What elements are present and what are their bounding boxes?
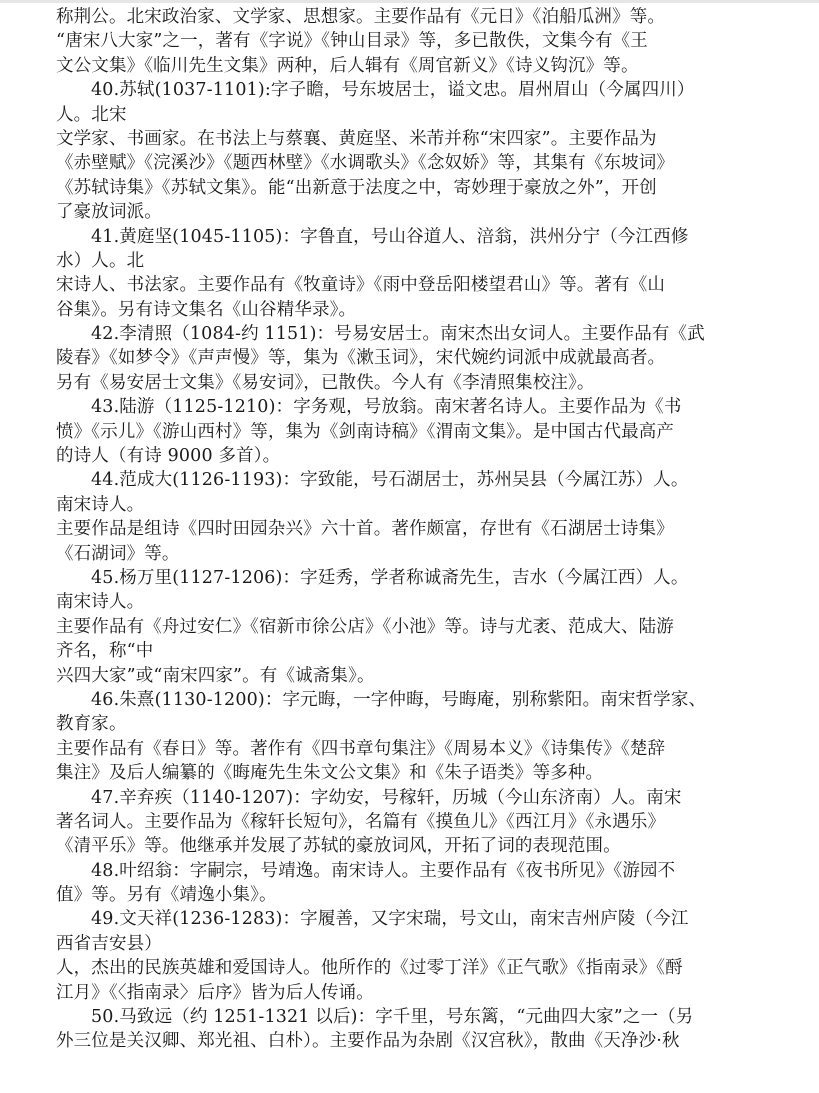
text-line: 集注》及后人编纂的《晦庵先生朱文公文集》和《朱子语类》等多种。 — [56, 763, 604, 784]
text-line: 谷集》。另有诗文集名《山谷精华录》。 — [56, 299, 357, 320]
text-line: 陵春》《如梦令》《声声慢》等，集为《漱玉词》，宋代婉约词派中成就最高者。 — [56, 348, 666, 369]
text-line: 《赤壁赋》《浣溪沙》《题西林壁》《水调歌头》《念奴娇》等，其集有《东坡词》 — [56, 153, 675, 174]
text-line: 主要作品有《春日》等。著作有《四书章句集注》《周易本义》《诗集传》《楚辞 — [56, 738, 666, 759]
text-line: 《清平乐》等。他继承并发展了苏轼的豪放词风，开拓了词的表现范围。 — [56, 836, 621, 857]
text-line: 主要作品是组诗《四时田园杂兴》六十首。著作颇富，存世有《石湖居士诗集》 — [56, 519, 674, 540]
top-edge-divider — [0, 0, 819, 3]
text-line: 水）人。北 — [56, 250, 145, 271]
text-line: 文学家、书画家。在书法上与蔡襄、黄庭坚、米芾并称“宋四家”。主要作品为 — [56, 128, 657, 149]
text-line: 愤》《示儿》《游山西村》等，集为《剑南诗稿》《渭南文集》。是中国古代最高产 — [56, 421, 675, 442]
entry-first-line: 42.李清照（1084-约 1151)：号易安居士。南宋杰出女词人。主要作品有《武 — [91, 324, 705, 345]
text-line: 了豪放词派。 — [56, 202, 162, 223]
text-line: 齐名，称“中 — [56, 641, 154, 662]
entry-first-line: 45.杨万里(1127-1206)：字廷秀，学者称诚斋先生，吉水（今属江西）人。 — [91, 567, 689, 588]
entry-first-line: 43.陆游（1125-1210)：字务观，号放翁。南宋著名诗人。主要作品为《书 — [91, 397, 682, 418]
entry-first-line: 44.范成大(1126-1193)：字致能，号石湖居士，苏州吴县（今属江苏）人。 — [91, 470, 689, 491]
text-line: 称荆公。北宋政治家、文学家、思想家。主要作品有《元日》《泊船瓜洲》等。 — [56, 7, 665, 27]
entry-first-line: 41.黄庭坚(1045-1105)：字鲁直，号山谷道人、涪翁，洪州分宁（今江西修 — [91, 226, 689, 247]
text-line: 兴四大家”或“南宋四家”。有《诚斋集》。 — [56, 665, 375, 686]
entry-first-line: 47.辛弃疾（1140-1207)：字幼安，号稼轩，历城（今山东济南）人。南宋 — [91, 787, 682, 808]
text-line: 南宋诗人。 — [56, 592, 145, 613]
text-line: 江月》《〈指南录〉后序》皆为后人传诵。 — [56, 982, 374, 1003]
entry-first-line: 48.叶绍翁：字嗣宗，号靖逸。南宋诗人。主要作品有《夜书所见》《游园不 — [91, 860, 676, 881]
entry-first-line: 46.朱熹(1130-1200)：字元晦，一字仲晦，号晦庵，别称紫阳。南宋哲学家、 — [91, 689, 707, 710]
text-line: 《石湖词》等。 — [56, 543, 180, 564]
text-line: 宋诗人、书法家。主要作品有《牧童诗》《雨中登岳阳楼望君山》等。著有《山 — [56, 275, 665, 296]
entry-first-line: 50.马致远（约 1251-1321 以后)：字千里，号东篱，“元曲四大家”之一（另 — [91, 1007, 694, 1028]
text-line: 人。北宋 — [56, 104, 127, 125]
text-line: 教育家。 — [56, 714, 127, 735]
text-line: 另有《易安居士文集》《易安词》，已散佚。今人有《李清照集校注》。 — [56, 372, 595, 393]
text-line: 《苏轼诗集》《苏轼文集》。能“出新意于法度之中，寄妙理于豪放之外”，开创 — [56, 177, 657, 198]
text-line: 人，杰出的民族英雄和爱国诗人。他所作的《过零丁洋》《正气歌》《指南录》《酹 — [56, 958, 683, 979]
text-line: 主要作品有《舟过安仁》《宿新市徐公店》《小池》等。诗与尤袤、范成大、陆游 — [56, 616, 674, 637]
text-line: 南宋诗人。 — [56, 494, 145, 515]
entry-first-line: 49.文天祥(1236-1283)：字履善，又字宋瑞，号文山，南宋吉州庐陵（今江 — [91, 909, 689, 930]
text-line: 著名词人。主要作品为《稼轩长短句》，名篇有《摸鱼儿》《西江月》《永遇乐》 — [56, 811, 666, 832]
text-line: 文公文集》《临川先生文集》两种，后人辑有《周官新义》《诗义钩沉》等。 — [56, 55, 639, 76]
document-body — [56, 5, 776, 1054]
text-line: 值》等。另有《靖逸小集》。 — [56, 885, 277, 906]
entry-first-line: 40.苏轼(1037-1101):字子瞻，号东坡居士，谥文忠。眉州眉山（今属四川） — [91, 80, 695, 101]
text-line: 的诗人（有诗 9000 多首）。 — [56, 446, 281, 467]
text-line: 西省吉安县） — [56, 933, 162, 954]
text-line: 外三位是关汉卿、郑光祖、白朴）。主要作品为杂剧《汉宫秋》，散曲《天净沙·秋 — [56, 1031, 680, 1052]
text-line: “唐宋八大家”之一，著有《字说》《钟山目录》等，多已散佚，文集今有《王 — [56, 31, 648, 52]
